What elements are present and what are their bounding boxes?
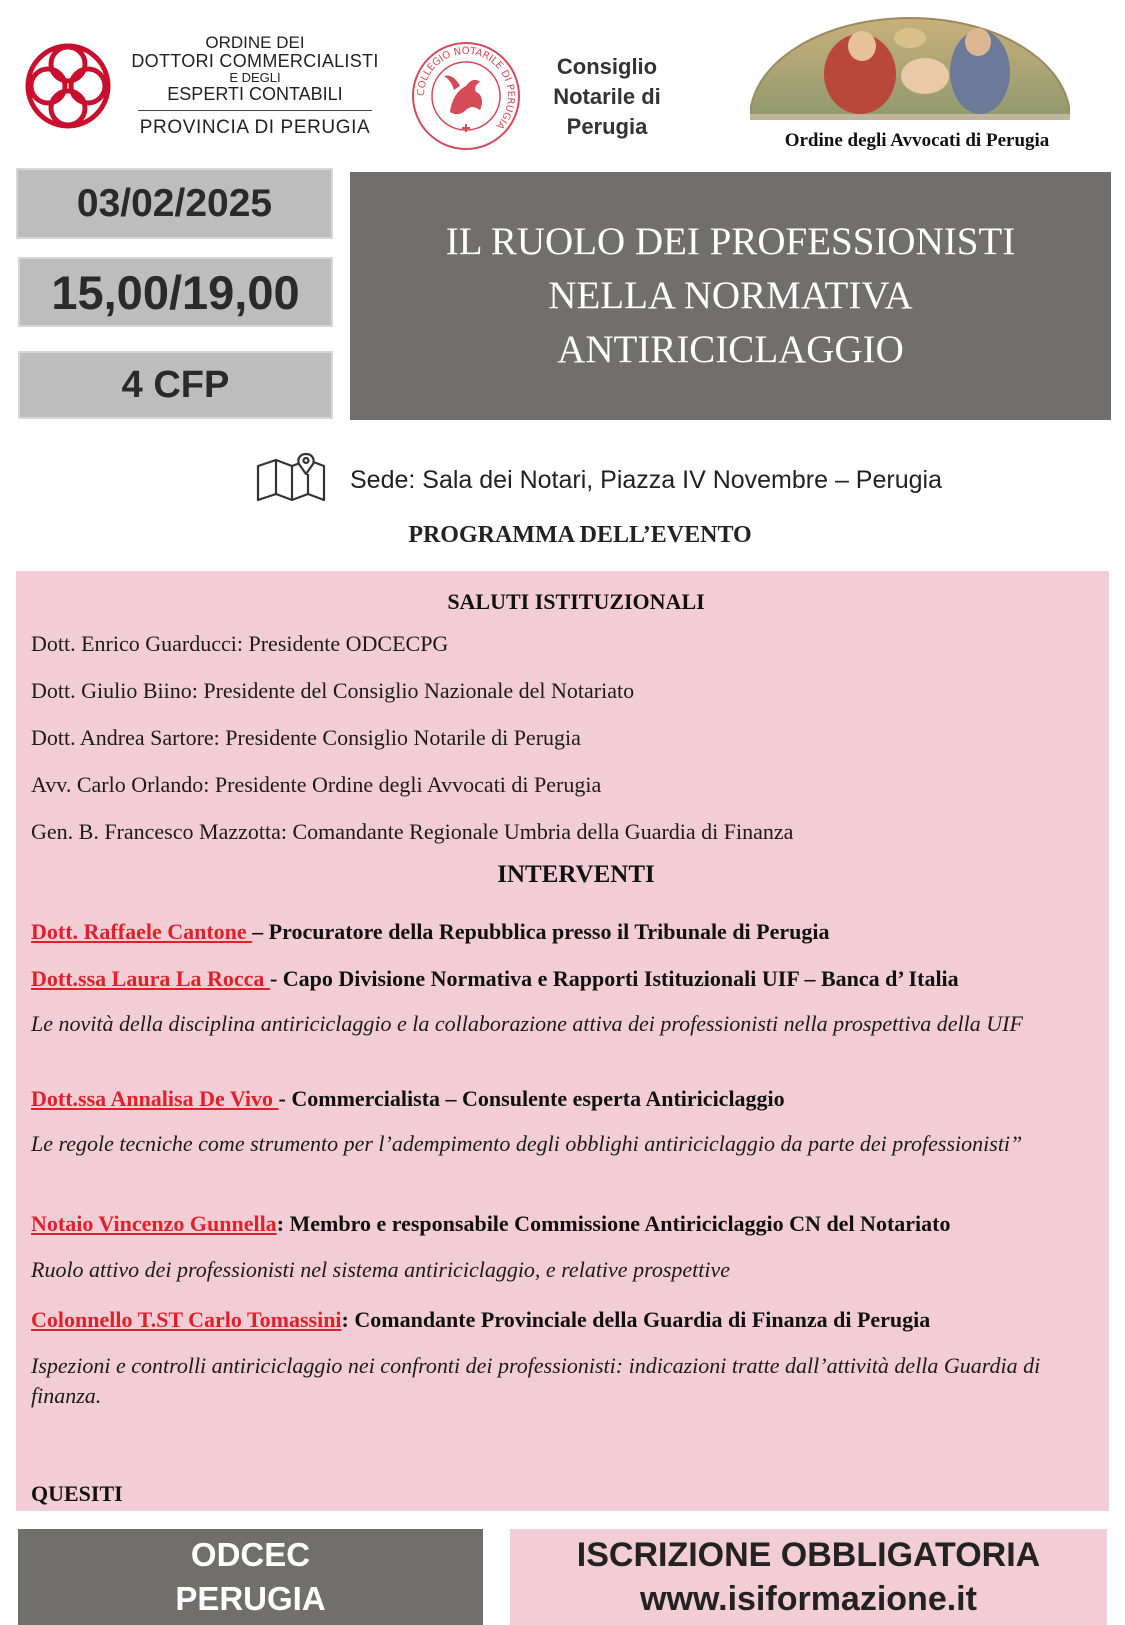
footer-odcec-box xyxy=(18,1529,483,1625)
footer-odcec-line2: PERUGIA xyxy=(175,1580,326,1617)
speaker-row xyxy=(31,1086,785,1112)
event-time-box xyxy=(18,257,333,327)
speaker-row xyxy=(31,919,830,945)
talk-title: Ispezioni e controlli antiriciclaggio nei confronti dei professionisti: indicazioni tratte dall’attività della Guardia di finanza. xyxy=(31,1353,1041,1408)
collegio-notarile-seal xyxy=(410,40,522,152)
odcec-emblem-icon xyxy=(18,34,118,138)
griffin-seal-icon xyxy=(410,40,522,152)
program-panel xyxy=(16,571,1109,1511)
notarile-line1: Consiglio xyxy=(556,54,658,79)
speaker-role: : Membro e responsabile Commissione Antiriciclaggio CN del Notariato xyxy=(276,1211,951,1236)
speaker-role: : Comandante Provinciale della Guardia di Finanza di Perugia xyxy=(341,1307,931,1332)
talk-title: Le novità della disciplina antiriciclaggio e la collaborazione attiva dei professionisti nella prospettiva della UIF xyxy=(31,1011,1023,1036)
event-date: 03/02/2025 xyxy=(76,181,273,225)
event-time: 15,00/19,00 xyxy=(51,265,300,319)
event-title-box xyxy=(350,172,1111,420)
notarile-line3: Perugia xyxy=(566,114,648,139)
odcec-line2: DOTTORI COMMERCIALISTI xyxy=(131,51,379,71)
speaker-name: Notaio Vincenzo Gunnella xyxy=(31,1211,277,1236)
event-title-line2: NELLA NORMATIVA xyxy=(548,274,913,317)
speaker-role: - Capo Divisione Normativa e Rapporti Istituzionali UIF – Banca d’ Italia xyxy=(269,966,959,991)
avvocati-fresco-image xyxy=(750,14,1070,120)
saluto-item: Dott. Andrea Sartore: Presidente Consiglio Notarile di Perugia xyxy=(31,725,581,750)
map-pin-icon xyxy=(256,452,326,504)
odcec-wordmark xyxy=(130,34,380,139)
fresco-lunette-icon xyxy=(750,14,1070,120)
speaker-role: - Commercialista – Consulente esperta Antiriciclaggio xyxy=(278,1086,785,1111)
registration-required-label: ISCRIZIONE OBBLIGATORIA xyxy=(576,1536,1041,1574)
event-cfp: 4 CFP xyxy=(121,363,230,406)
talk-title: Le regole tecniche come strumento per l’adempimento degli obblighi antiriciclaggio da parte dei professionisti” xyxy=(31,1131,1023,1156)
speaker-name: Dott.ssa Laura La Rocca xyxy=(31,966,270,991)
saluto-item: Avv. Carlo Orlando: Presidente Ordine degli Avvocati di Perugia xyxy=(31,772,602,797)
speaker-name: Dott.ssa Annalisa De Vivo xyxy=(31,1086,279,1111)
odcec-line1: ORDINE DEI xyxy=(205,33,305,52)
saluto-item: Dott. Giulio Biino: Presidente del Consiglio Nazionale del Notariato xyxy=(31,678,635,703)
quesiti-label: QUESITI xyxy=(31,1481,123,1506)
saluti-heading: SALUTI ISTITUZIONALI xyxy=(447,589,705,614)
footer-odcec-line1: ODCEC xyxy=(190,1536,311,1573)
event-title-line3: ANTIRICICLAGGIO xyxy=(557,328,904,371)
footer-registration-box xyxy=(510,1529,1107,1625)
odcec-logo xyxy=(18,34,378,144)
speaker-role: – Procuratore della Repubblica presso il Tribunale di Perugia xyxy=(252,919,830,944)
saluto-item: Gen. B. Francesco Mazzotta: Comandante Regionale Umbria della Guardia di Finanza xyxy=(31,819,794,844)
odcec-divider xyxy=(138,110,372,111)
event-title xyxy=(446,215,1015,377)
odcec-line4: ESPERTI CONTABILI xyxy=(167,84,343,104)
interventi-heading: INTERVENTI xyxy=(497,861,655,888)
speaker-name: Colonnello T.ST Carlo Tomassini xyxy=(31,1307,342,1332)
odcec-line5: PROVINCIA DI PERUGIA xyxy=(139,117,371,138)
speaker-row xyxy=(31,966,959,992)
svg-text:COLLEGIO NOTARILE DI PERUGIA: COLLEGIO NOTARILE DI PERUGIA xyxy=(415,45,517,131)
program-heading: PROGRAMMA DELL’EVENTO xyxy=(408,522,752,548)
event-cfp-box xyxy=(18,351,333,419)
speaker-row xyxy=(31,1307,930,1333)
ordine-avvocati-label: Ordine degli Avvocati di Perugia xyxy=(784,130,1050,151)
notarile-line2: Notarile di xyxy=(553,84,661,109)
registration-link[interactable]: www.isiformazione.it xyxy=(640,1580,977,1618)
event-date-box xyxy=(16,168,333,239)
event-location: Sede: Sala dei Notari, Piazza IV Novembre – Perugia xyxy=(350,466,942,494)
speaker-row xyxy=(31,1211,950,1237)
talk-title: Ruolo attivo dei professionisti nel sistema antiriciclaggio, e relative prospettive xyxy=(31,1257,731,1282)
saluto-item: Dott. Enrico Guarducci: Presidente ODCECPG xyxy=(31,631,449,656)
event-title-line1: IL RUOLO DEI PROFESSIONISTI xyxy=(445,220,1016,263)
speaker-name: Dott. Raffaele Cantone xyxy=(31,919,253,944)
consiglio-notarile-label xyxy=(532,52,682,142)
odcec-line3: E DEGLI xyxy=(229,70,281,85)
